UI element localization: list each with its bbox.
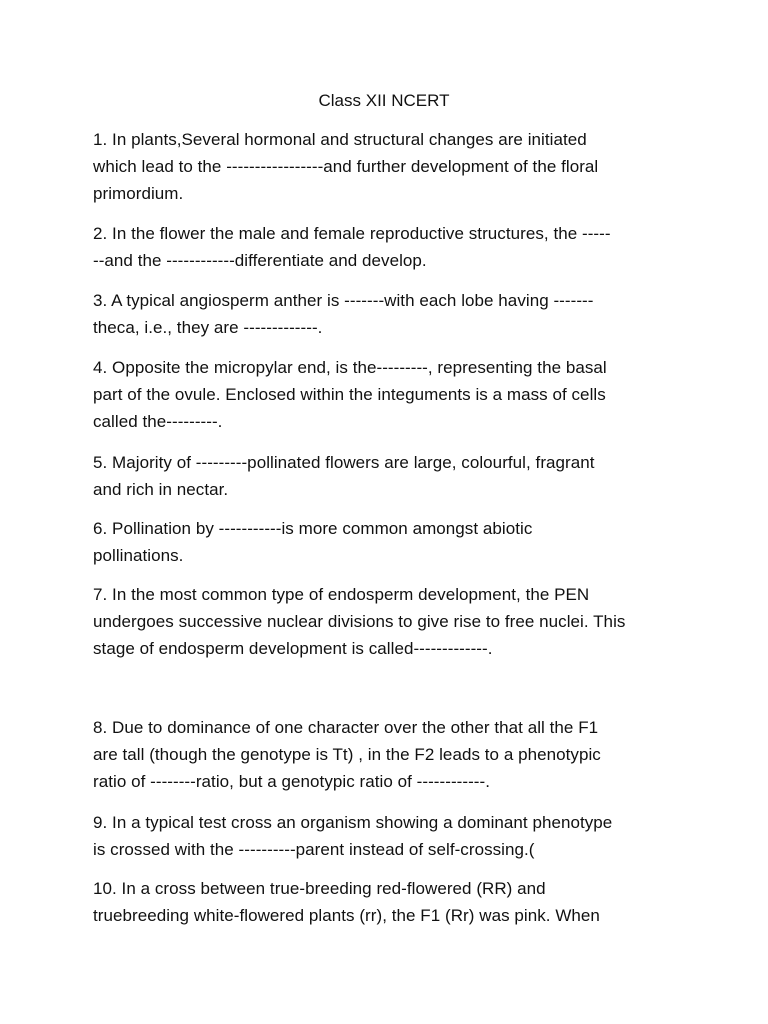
question-8: 8. Due to dominance of one character over the other that all the F1 are tall (though the genotype is Tt) , in the F2 leads to a phenotypic ratio of --------ratio, but a genotypic ratio of ------------. (93, 718, 601, 791)
question-9: 9. In a typical test cross an organism showing a dominant phenotype is crossed with the ----------parent instead of self-crossing.( (93, 813, 613, 859)
question-6: 6. Pollination by -----------is more common amongst abiotic pollinations. (93, 519, 533, 565)
question-4: 4. Opposite the micropylar end, is the---------, representing the basal part of the ovule. Enclosed within the integuments is a mass of cells called the---------. (93, 358, 607, 431)
question-2: 2. In the flower the male and female reproductive structures, the ----- --and the ------------differentiate and develop. (93, 224, 611, 270)
question-1: 1. In plants,Several hormonal and structural changes are initiated which lead to the -----------------and further development of the floral primordium. (93, 130, 599, 203)
page-title: Class XII NCERT (318, 91, 450, 110)
question-10: 10. In a cross between true-breeding red-flowered (RR) and truebreeding white-flowered plants (rr), the F1 (Rr) was pink. When (93, 879, 600, 925)
question-5: 5. Majority of ---------pollinated flowers are large, colourful, fragrant and rich in nectar. (93, 453, 595, 499)
question-3: 3. A typical angiosperm anther is -------with each lobe having ------- theca, i.e., they are -------------. (93, 291, 594, 337)
question-7: 7. In the most common type of endosperm development, the PEN undergoes successive nuclear divisions to give rise to free nuclei. This stage of endosperm development is called-------------. (93, 585, 626, 658)
